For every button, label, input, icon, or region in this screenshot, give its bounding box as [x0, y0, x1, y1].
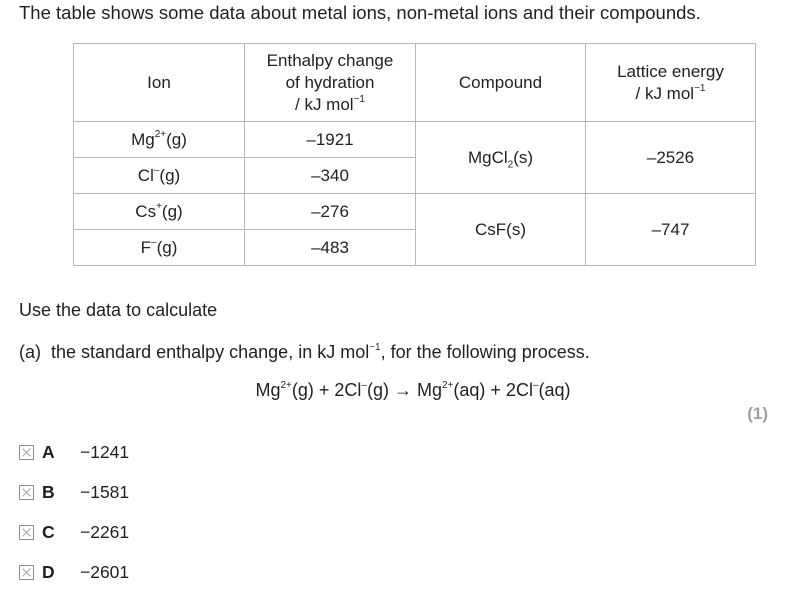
- option-letter: A: [42, 441, 55, 462]
- option-b[interactable]: [19, 481, 129, 503]
- question-unit-sup: −1: [369, 342, 381, 353]
- equation-part: (aq) + 2Cl: [453, 380, 533, 400]
- marks-label: (1): [747, 404, 768, 423]
- checkbox-icon[interactable]: [19, 485, 34, 500]
- compound-formula: CsF: [475, 219, 507, 239]
- header-lattice-line1: Lattice energy: [617, 61, 724, 81]
- lattice-unit-text: / kJ mol: [635, 83, 695, 103]
- option-letter: C: [42, 521, 55, 542]
- header-lattice: [586, 44, 756, 122]
- instruction-text: Use the data to calculate: [19, 300, 218, 320]
- equation-sup: –: [361, 380, 367, 391]
- compound-state: (s): [513, 147, 534, 167]
- hydration-cell: –276: [245, 194, 416, 230]
- option-value: −2601: [80, 561, 130, 582]
- equation-part: (g) + 2Cl: [291, 380, 362, 400]
- intro-text: The table shows some data about metal ions, non-metal ions and their compounds.: [19, 2, 701, 23]
- question-text: the standard enthalpy change, in kJ mol: [51, 342, 370, 362]
- checkbox-icon[interactable]: [19, 565, 34, 580]
- hydration-unit-sup: −1: [353, 93, 365, 105]
- ion-symbol: Cs: [135, 201, 157, 221]
- equation-sup: –: [532, 380, 539, 391]
- ion-state: (g): [156, 237, 178, 257]
- ion-state: (g): [161, 201, 183, 221]
- equation: [0, 380, 796, 401]
- ion-symbol: Cl: [137, 165, 154, 185]
- hydration-cell: –340: [245, 158, 416, 194]
- option-value: −2261: [80, 521, 130, 542]
- equation-part: (aq): [538, 380, 571, 400]
- hydration-cell: –483: [245, 230, 416, 266]
- checkbox-icon[interactable]: [19, 445, 34, 460]
- header-ion: [74, 44, 245, 122]
- equation-sup: 2+: [442, 380, 454, 391]
- ion-symbol: F: [140, 237, 152, 257]
- header-compound-label: Compound: [458, 72, 543, 92]
- hydration-unit-text: / kJ mol: [295, 94, 354, 114]
- option-a[interactable]: [19, 441, 129, 463]
- option-c[interactable]: [19, 521, 129, 543]
- table-row: [74, 194, 756, 230]
- compound-cell: [416, 194, 586, 266]
- ion-cell: [74, 158, 245, 194]
- question-label: (a): [19, 342, 41, 362]
- data-table: [73, 43, 756, 266]
- checkbox-icon[interactable]: [19, 525, 34, 540]
- option-letter: B: [42, 481, 55, 502]
- header-ion-label: Ion: [147, 72, 171, 92]
- header-hydration: [245, 44, 416, 122]
- question-text-end: , for the following process.: [380, 342, 590, 362]
- ion-state: (g): [159, 165, 181, 185]
- compound-state: (s): [506, 219, 526, 239]
- ion-state: (g): [166, 129, 187, 149]
- hydration-cell: –1921: [245, 122, 416, 158]
- header-hydration-line1: Enthalpy change: [266, 50, 394, 70]
- lattice-unit-sup: −1: [694, 82, 706, 94]
- ion-cell: [74, 122, 245, 158]
- header-lattice-unit: [586, 83, 755, 105]
- table-row: [74, 122, 756, 158]
- ion-charge: –: [151, 236, 157, 248]
- ion-cell: [74, 230, 245, 266]
- option-value: −1241: [80, 441, 130, 462]
- question-a: [19, 342, 590, 363]
- compound-formula: MgCl: [467, 147, 508, 167]
- compound-cell: [416, 122, 586, 194]
- table-header-row: [74, 44, 756, 122]
- lattice-cell: –747: [586, 194, 756, 266]
- option-letter: D: [42, 561, 55, 582]
- option-value: −1581: [80, 481, 130, 502]
- header-hydration-line2: of hydration: [285, 72, 375, 92]
- equation-sup: 2+: [280, 380, 292, 391]
- option-d[interactable]: [19, 561, 129, 583]
- ion-cell: [74, 194, 245, 230]
- header-hydration-unit: [245, 94, 415, 116]
- ion-charge: –: [153, 164, 160, 176]
- ion-charge: +: [156, 200, 162, 212]
- ion-symbol: Mg: [131, 129, 155, 149]
- equation-part: (g) → Mg: [366, 380, 442, 400]
- equation-part: Mg: [255, 380, 281, 400]
- lattice-cell: –2526: [586, 122, 756, 194]
- ion-charge: 2+: [154, 128, 167, 140]
- compound-subscript: 2: [507, 158, 514, 170]
- header-compound: [416, 44, 586, 122]
